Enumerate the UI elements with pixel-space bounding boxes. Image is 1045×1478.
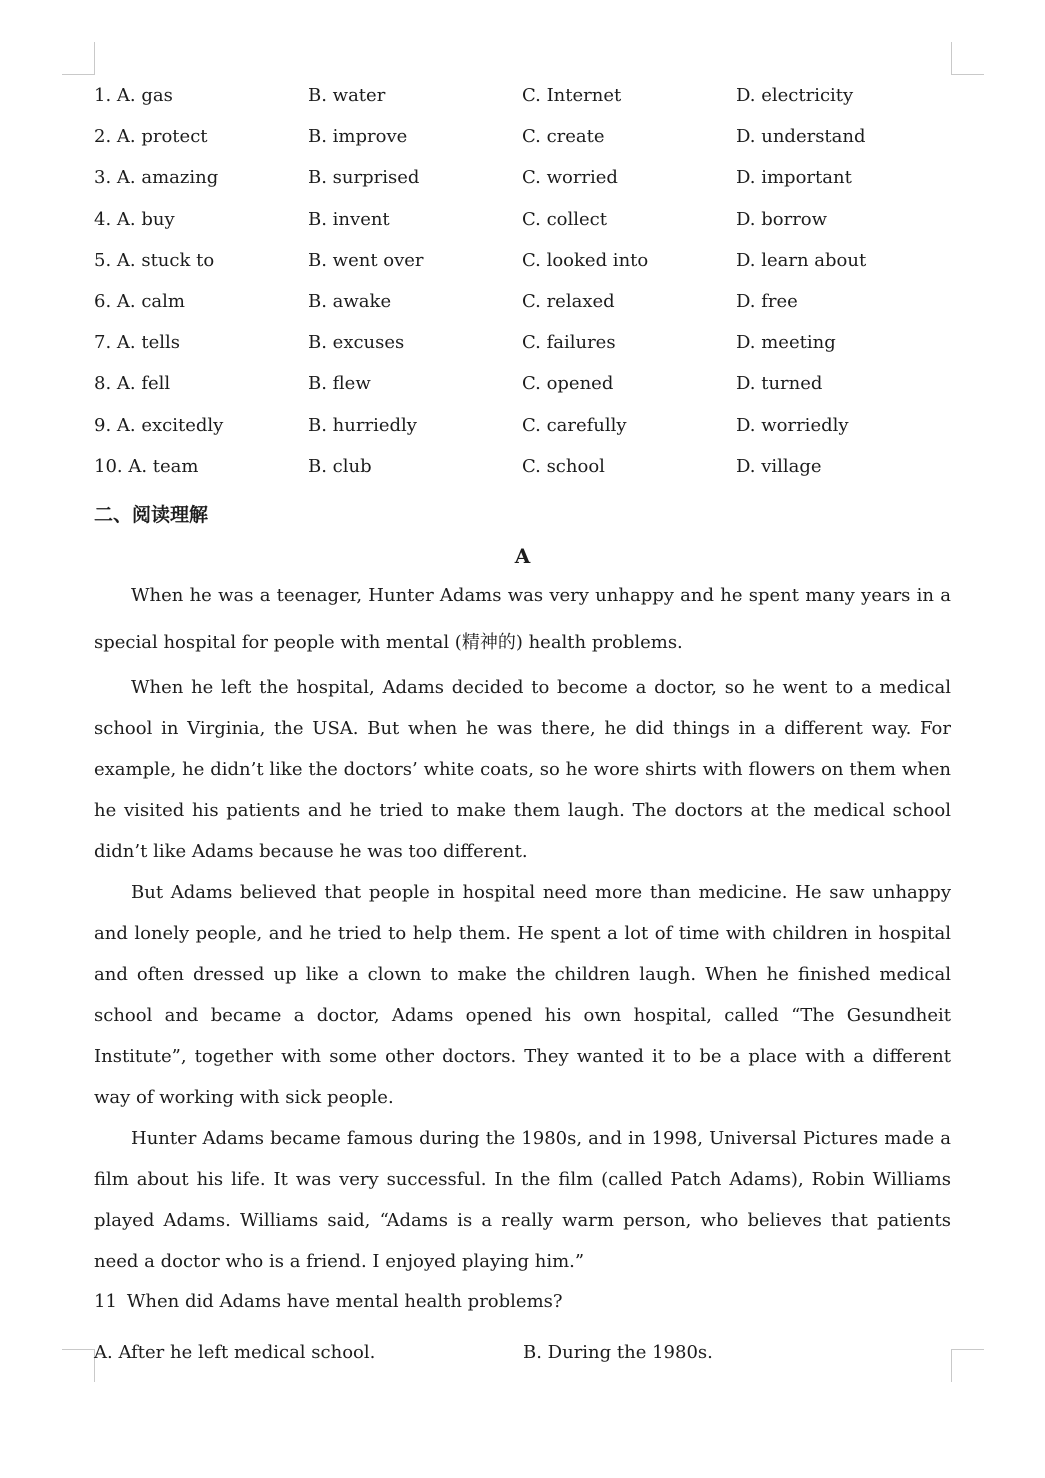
option-row (94, 284, 951, 325)
option-a: 4. A. buy (94, 208, 175, 230)
options-table (94, 78, 951, 490)
option-c: C. Internet (522, 85, 622, 106)
option-a: 9. A. excitedly (94, 414, 224, 436)
passage-paragraph: Hunter Adams became famous during the 1980s, and in 1998, Universal Pictures made a film about his life. It was very successful. In the film (called Patch Adams), Robin Williams played Adams. Williams said, “Adams is a really warm person, who believes that patients need a doctor who is a friend. I enjoyed playing him.” (94, 1127, 951, 1272)
option-d: D. important (736, 167, 852, 189)
answer-choice-a: A. After he left medical school. (94, 1341, 376, 1363)
option-b: B. went over (308, 249, 424, 271)
option-b: B. improve (308, 126, 408, 148)
question-number: 11 (94, 1290, 117, 1312)
option-c: C. opened (522, 373, 614, 395)
option-c: C. school (522, 455, 605, 477)
option-b: B. invent (308, 208, 390, 230)
option-c: C. create (522, 126, 605, 148)
crop-mark-top-right (951, 42, 984, 75)
option-a: 7. A. tells (94, 332, 180, 354)
option-c: C. failures (522, 332, 616, 354)
crop-mark-bottom-left (62, 1349, 95, 1382)
option-row (94, 202, 951, 243)
option-a: 10. A. team (94, 455, 199, 477)
option-c: C. worried (522, 167, 618, 189)
passage-paragraph: When he left the hospital, Adams decided to become a doctor, so he went to a medical school in Virginia, the USA. But when he was there, he did things in a different way. For example, he didn’t like the doctors’ white coats, so he wore shirts with flowers on them when he visited his patients and he tried to make them laugh. The doctors at the medical school didn’t like Adams because he was too different. (94, 676, 951, 862)
option-c: C. looked into (522, 249, 649, 271)
option-row (94, 119, 951, 160)
passage-title: A (514, 543, 531, 568)
option-a: 2. A. protect (94, 126, 208, 148)
passage-paragraph: When he was a teenager, Hunter Adams was very unhappy and he spent many years in a special hospital for people with mental (精神的) health problems. (94, 584, 951, 653)
question (94, 1282, 951, 1322)
section-heading: 二、阅读理解 (94, 503, 209, 526)
option-b: B. awake (308, 290, 392, 312)
option-a: 8. A. fell (94, 373, 171, 395)
crop-mark-top-left (62, 42, 95, 75)
option-d: D. meeting (736, 332, 836, 354)
option-a: 5. A. stuck to (94, 249, 215, 271)
option-row (94, 449, 951, 490)
passage-paragraph: But Adams believed that people in hospital need more than medicine. He saw unhappy and lonely people, and he tried to help them. He spent a lot of time with children in hospital and often dressed up like a clown to make the children laugh. When he finished medical school and became a doctor, Adams opened his own hospital, called “The Gesundheit Institute”, together with some other doctors. They wanted it to be a place with a different way of working with sick people. (94, 881, 951, 1108)
option-d: D. village (736, 455, 822, 477)
option-a: 6. A. calm (94, 290, 185, 312)
option-c: C. carefully (522, 414, 627, 436)
option-d: D. borrow (736, 208, 828, 230)
document-page (94, 78, 951, 1371)
answer-choice-b: B. During the 1980s. (523, 1341, 713, 1363)
option-row (94, 325, 951, 366)
option-b: B. flew (308, 373, 371, 395)
answer-choices (94, 1335, 951, 1371)
option-a: 3. A. amazing (94, 167, 219, 189)
option-row (94, 408, 951, 449)
option-d: D. turned (736, 373, 823, 395)
option-c: C. collect (522, 208, 607, 230)
option-row (94, 243, 951, 284)
option-b: B. hurriedly (308, 414, 417, 436)
option-d: D. electricity (736, 85, 854, 106)
option-c: C. relaxed (522, 290, 615, 312)
question-text: When did Adams have mental health problems? (126, 1290, 563, 1312)
option-d: D. free (736, 290, 798, 312)
option-d: D. understand (736, 126, 866, 148)
option-b: B. excuses (308, 332, 405, 354)
option-d: D. learn about (736, 249, 867, 271)
option-d: D. worriedly (736, 414, 849, 436)
option-a: 1. A. gas (94, 85, 173, 106)
option-row (94, 78, 951, 119)
crop-mark-bottom-right (951, 1349, 984, 1382)
option-row (94, 160, 951, 201)
option-b: B. club (308, 455, 372, 477)
option-b: B. surprised (308, 167, 420, 189)
option-row (94, 366, 951, 407)
option-b: B. water (308, 85, 386, 106)
